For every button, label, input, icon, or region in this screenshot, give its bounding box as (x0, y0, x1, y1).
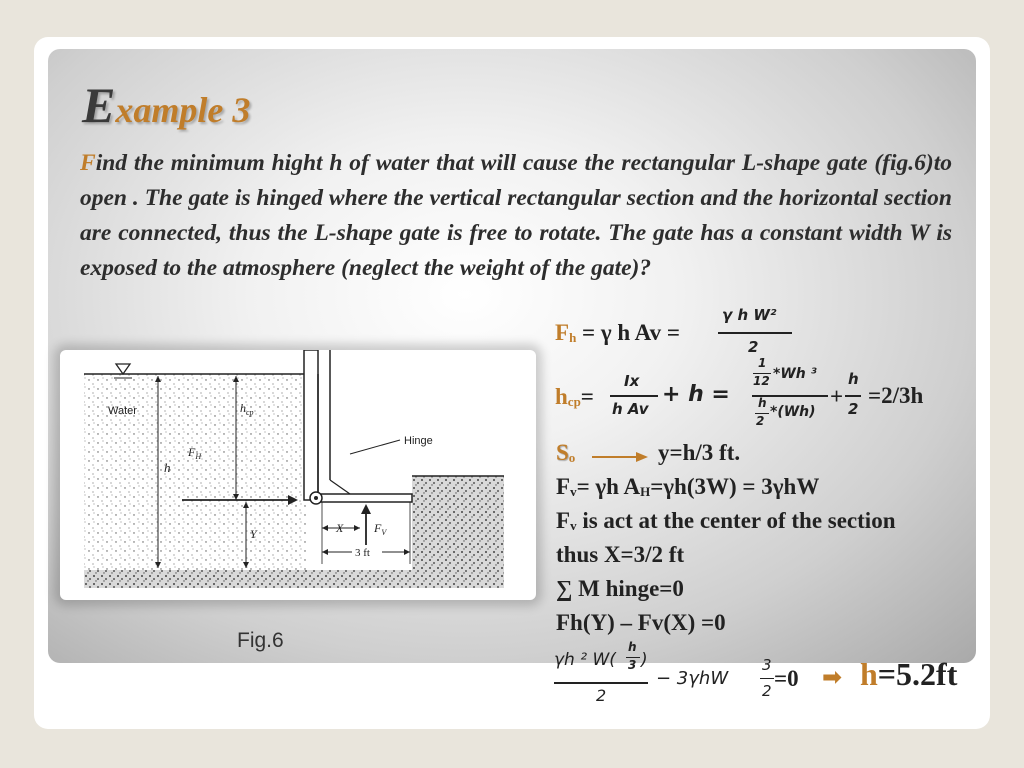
problem-statement (80, 146, 952, 286)
fh-fraction-line (718, 332, 792, 334)
hcp-h-denominator: 2 (848, 400, 859, 418)
title-initial: E (82, 77, 116, 133)
fh-numerator: γ h W² (722, 306, 777, 324)
final-eq0: =0 (774, 666, 799, 691)
gate-diagram (60, 350, 536, 600)
final-answer: h=5.2ft (860, 656, 958, 692)
fh-label: F (188, 445, 196, 459)
hcp-result: =2/3h (868, 383, 924, 408)
final-third-top: h (628, 640, 637, 654)
figure-caption: Fig.6 (237, 629, 284, 652)
final-fraction-line (554, 682, 648, 684)
fh-rhs: = γ h Av = (582, 320, 680, 345)
final-frac-bottom: 2 (762, 682, 772, 700)
hcp-numerator: Ix (624, 372, 640, 390)
final-numerator-close: ) (641, 650, 648, 670)
gate-figure (60, 350, 536, 600)
moment-line: ∑ M hinge=0 (556, 576, 684, 601)
fh-denominator: 2 (748, 338, 759, 356)
twelfth-top: 1 (758, 356, 767, 370)
hcp-big-numerator: *Wh ³ (773, 366, 817, 382)
final-third-bottom: 3 (628, 658, 637, 672)
vertical-gate (304, 350, 318, 500)
hcp-label: h (240, 401, 246, 415)
hcp-fraction-line (610, 395, 658, 397)
hcp-plus2: + (830, 384, 844, 409)
fh-equation (555, 320, 680, 346)
hcp-plus-h: + h = (662, 382, 730, 407)
hcp-denominator: h Av (612, 400, 649, 418)
hcp-h-numerator: h (848, 370, 859, 388)
h-label: h (164, 460, 171, 475)
so-symbol: So (556, 440, 576, 465)
final-frac-top: 3 (762, 656, 772, 674)
title-rest: xample 3 (115, 90, 251, 130)
so-arrow-icon (592, 450, 648, 464)
final-minus: − 3γhW (656, 668, 729, 689)
x-label: X (336, 521, 344, 535)
hcp-big-denominator: *(Wh) (770, 404, 816, 420)
svg-text:FV (373, 521, 387, 537)
problem-initial: F (80, 150, 96, 176)
result-arrow-icon: ➡ (822, 663, 843, 691)
fh-symbol: F (555, 320, 570, 345)
hinge-label: Hinge (404, 435, 433, 447)
fh-sub: H (195, 452, 202, 461)
ground-right (412, 476, 504, 576)
water-label: Water (108, 405, 137, 417)
horizontal-gate (318, 494, 412, 502)
problem-text: ind the minimum hight h of water that will cause the rectangular L-shape gate (fig.6)to open . The gate is hinged where the vertical rectangular section and the horizontal section are connected, thus the L-shape gate is free to rotate. The gate has a constant width W is exposed to the atmosphere (neglect the weight of the gate)? (80, 150, 952, 281)
slide-title (82, 76, 250, 134)
water-region (84, 374, 306, 570)
fv-equation: Fv= γh AH=γh(3W) = 3γhW (556, 474, 820, 499)
y-label: Y (250, 527, 257, 541)
final-denominator: 2 (596, 686, 607, 705)
hcp-sub: cp (246, 408, 254, 417)
fh-symbol-sub: h (569, 330, 577, 345)
fv-act-line: Fv is act at the center of the section (556, 508, 896, 533)
hcp-symbol: hcp= (555, 384, 594, 409)
final-numerator: γh ² W( (554, 650, 616, 670)
half-bottom: 2 (756, 414, 765, 428)
width-label: 3 ft (355, 547, 370, 559)
fv-label: F (374, 521, 382, 535)
so-result: y=h/3 ft. (658, 440, 741, 465)
twelfth-bottom: 12 (753, 374, 770, 388)
half-top: h (758, 396, 767, 410)
thus-line: thus X=3/2 ft (556, 542, 685, 567)
water-surface-icon (116, 364, 130, 374)
fv-sub: V (381, 528, 387, 537)
balance-line: Fh(Y) – Fv(X) =0 (556, 610, 726, 635)
